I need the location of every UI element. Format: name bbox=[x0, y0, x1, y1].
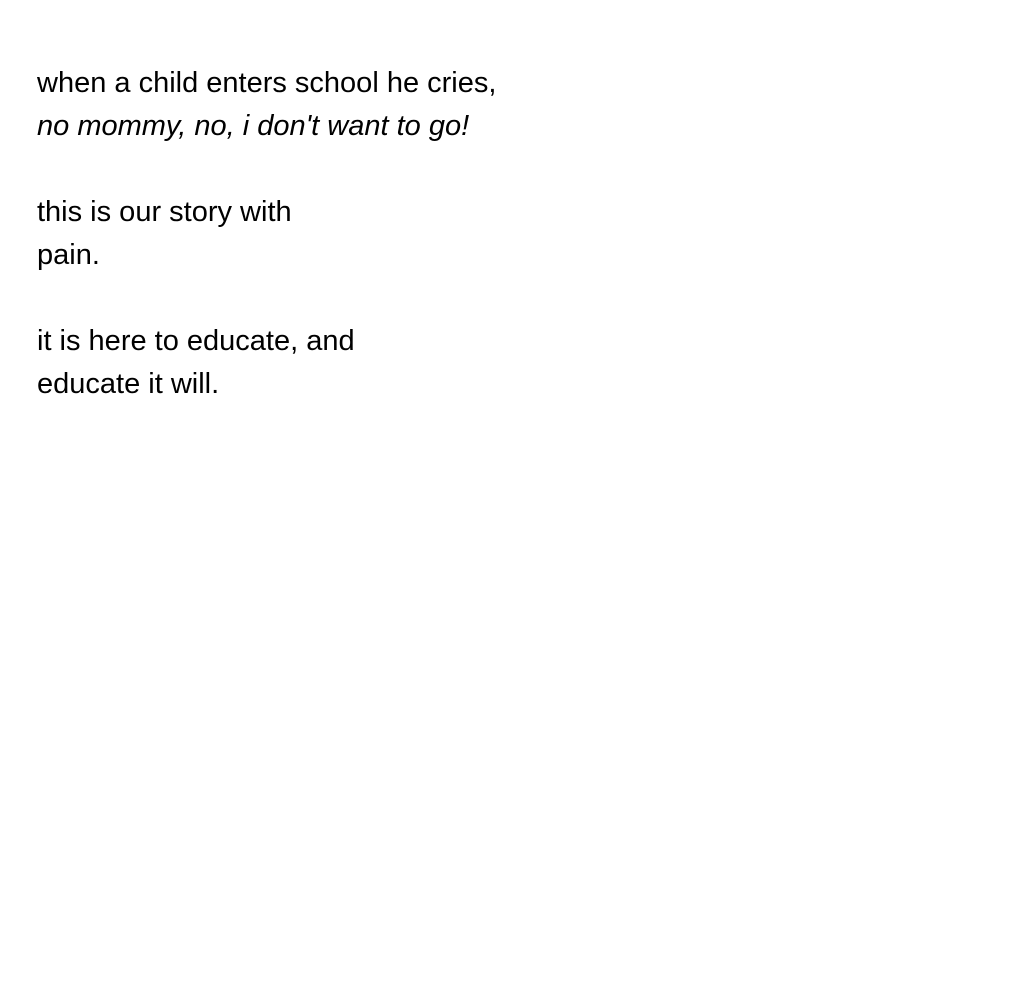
poem-text bbox=[37, 62, 937, 449]
poem-line: this is our story with bbox=[37, 196, 292, 228]
stanza-3 bbox=[37, 320, 937, 406]
poem-line: when a child enters school he cries, bbox=[37, 67, 497, 99]
stanza-1 bbox=[37, 62, 937, 148]
poem-line: pain. bbox=[37, 239, 100, 271]
poem-line: educate it will. bbox=[37, 368, 220, 400]
stanza-2 bbox=[37, 191, 937, 277]
poem-line: it is here to educate, and bbox=[37, 325, 355, 357]
poem-line-italic: no mommy, no, i don't want to go! bbox=[37, 110, 470, 142]
